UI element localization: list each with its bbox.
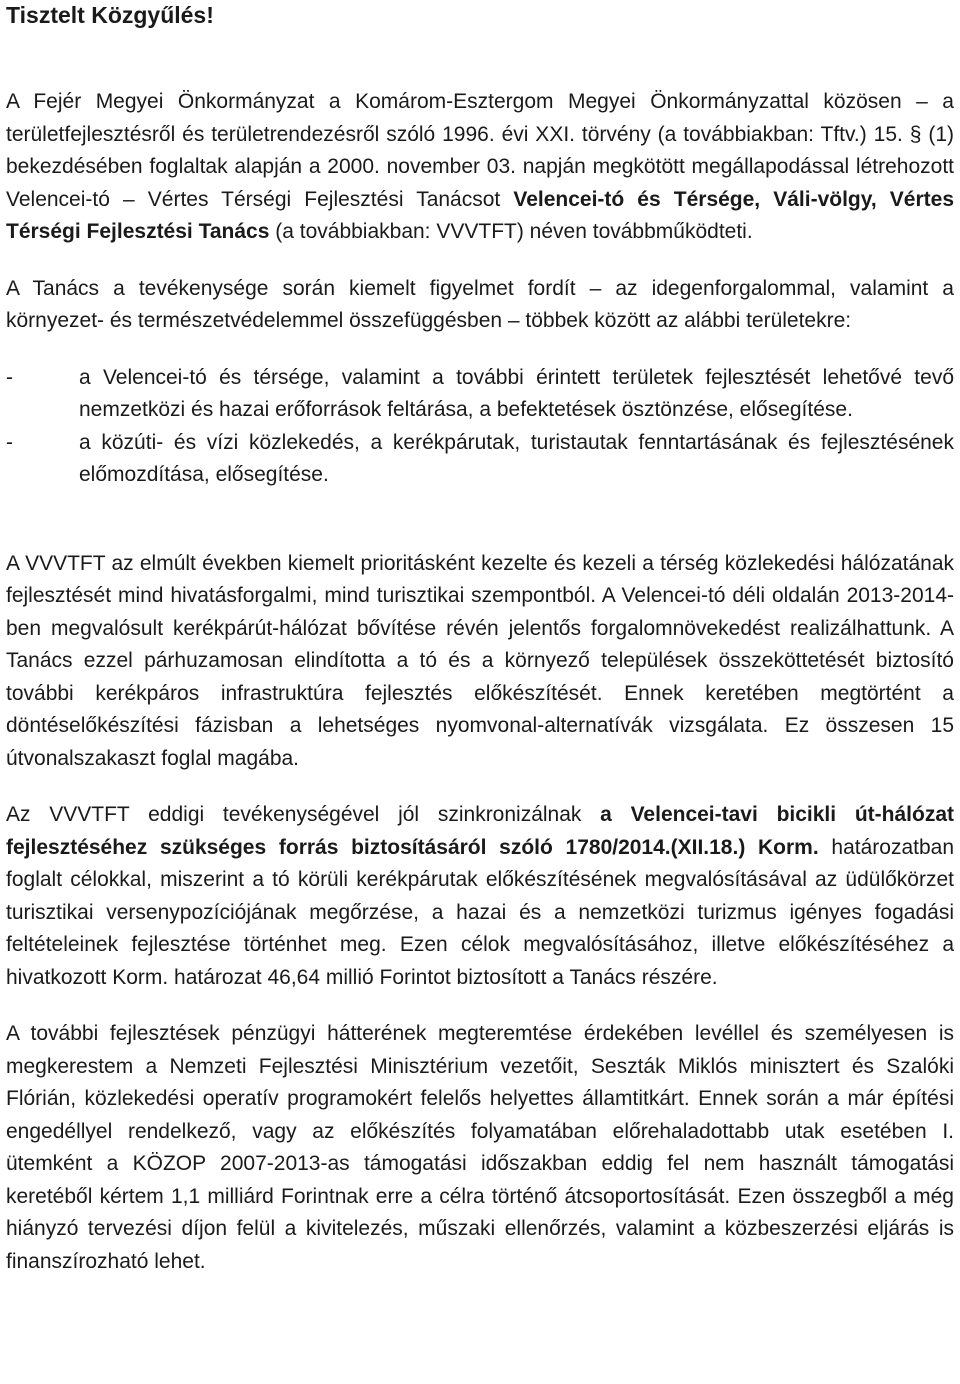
focus-area-list xyxy=(6,362,954,492)
paragraph-text: (a továbbiakban: VVVTFT) néven továbbműködteti. xyxy=(269,220,753,243)
list-bullet: - xyxy=(6,430,13,454)
paragraph-text: A Fejér Megyei Önkormányzat a Komárom-Esztergom Megyei Önkormányzattal közösen – a területfejlesztésről és területrendezésről szóló 1996. évi XXI. törvény (a továbbiakban: Tftv.) 15. § (1) bekezdésében foglaltak alapján a 2000. november 03. napján megkötött megállapodással létrehozott Velencei-tó – Vértes Térségi Fejlesztési Tanácsot xyxy=(6,90,954,211)
paragraph-council-founding xyxy=(6,86,954,249)
list-item xyxy=(6,362,954,427)
salutation-heading: Tisztelt Közgyűlés! xyxy=(6,2,214,28)
paragraph-funding-request: A további fejlesztések pénzügyi hátterének megteremtése érdekében levéllel és személyesen is megkerestem a Nemzeti Fejlesztési Minisztérium vezetőit, Seszták Miklós minisztert és Szalóki Flórián, közlekedési operatív programokért felelős helyettes államtitkárt. Ennek során a már építési engedéllyel rendelkező, vagy az előkészítés folyamatában előrehaladottabb utak esetében I. ütemként a KÖZOP 2007-2013-as támogatási időszakban eddig fel nem használt támogatási keretéből kértem 1,1 milliárd Forintnak erre a célra történő átcsoportosítását. Ezen összegből a még hiányzó tervezési díjon felül a kivitelezés, műszaki ellenőrzés, valamint a közbeszerzési eljárás is finanszírozható lehet. xyxy=(6,1022,954,1273)
paragraph-transport-priority: A VVVTFT az elmúlt években kiemelt prioritásként kezelte és kezeli a térség közlekedési hálózatának fejlesztését mind hivatásforgalmi, mind turisztikai szempontból. A Velencei-tó déli oldalán 2013-2014-ben megvalósult kerékpárút-hálózat bővítése révén jelentős forgalomnövekedést realizálhattunk. A Tanács ezzel párhuzamosan elindította a tó és a környező települések összeköttetését biztosító további kerékpáros infrastruktúra fejlesztés előkészítését. Ennek keretében megtörtént a döntéselőkészítési fázisban a lehetséges nyomvonal-alternatívák vizsgálata. Ez összesen 15 útvonalszakaszt foglal magába. xyxy=(6,551,954,770)
document-page xyxy=(6,0,954,1278)
council-name-bold: Velencei-tó és Térsége, Váli-völgy, Vértes Térségi Fejlesztési Tanács xyxy=(6,187,955,243)
paragraph-council-focus: A Tanács a tevékenysége során kiemelt figyelmet fordít – az idegenforgalommal, valamint a környezet- és természetvédelemmel összefüggésben – többek között az alábbi területekre: xyxy=(6,276,954,332)
paragraph-text: határozatban foglalt célokkal, miszerint a tó körüli kerékpárutak előkészítésének megvalósításával az üdülőkörzet turisztikai versenypozíciójának megőrzése, a hazai és a nemzetközi turizmus igényes fogadási feltételeinek fejlesztése történhet meg. Ezen célok megvalósításához, illetve előkészítéséhez a hivatkozott Korm. határozat 46,64 millió Forintot biztosított a Tanács részére. xyxy=(6,835,954,989)
list-item xyxy=(6,427,954,492)
decision-title-bold: a Velencei-tavi bicikli út-hálózat fejlesztéséhez szükséges forrás biztosításáról szóló 1780/2014.(XII.18.) Korm. xyxy=(6,803,954,859)
list-bullet: - xyxy=(6,365,13,389)
paragraph-text: Az VVVTFT eddigi tevékenységével jól szinkronizálnak xyxy=(6,803,601,826)
list-item-text: a közúti- és vízi közlekedés, a kerékpárutak, turistautak fenntartásának és fejlesztésének előmozdítása, elősegítése. xyxy=(79,430,954,486)
list-item-text: a Velencei-tó és térsége, valamint a további érintett területek fejlesztését lehetővé tevő nemzetközi és hazai erőforrások feltárása, a befektetések ösztönzése, elősegítése. xyxy=(79,365,954,421)
paragraph-government-decision xyxy=(6,799,954,994)
